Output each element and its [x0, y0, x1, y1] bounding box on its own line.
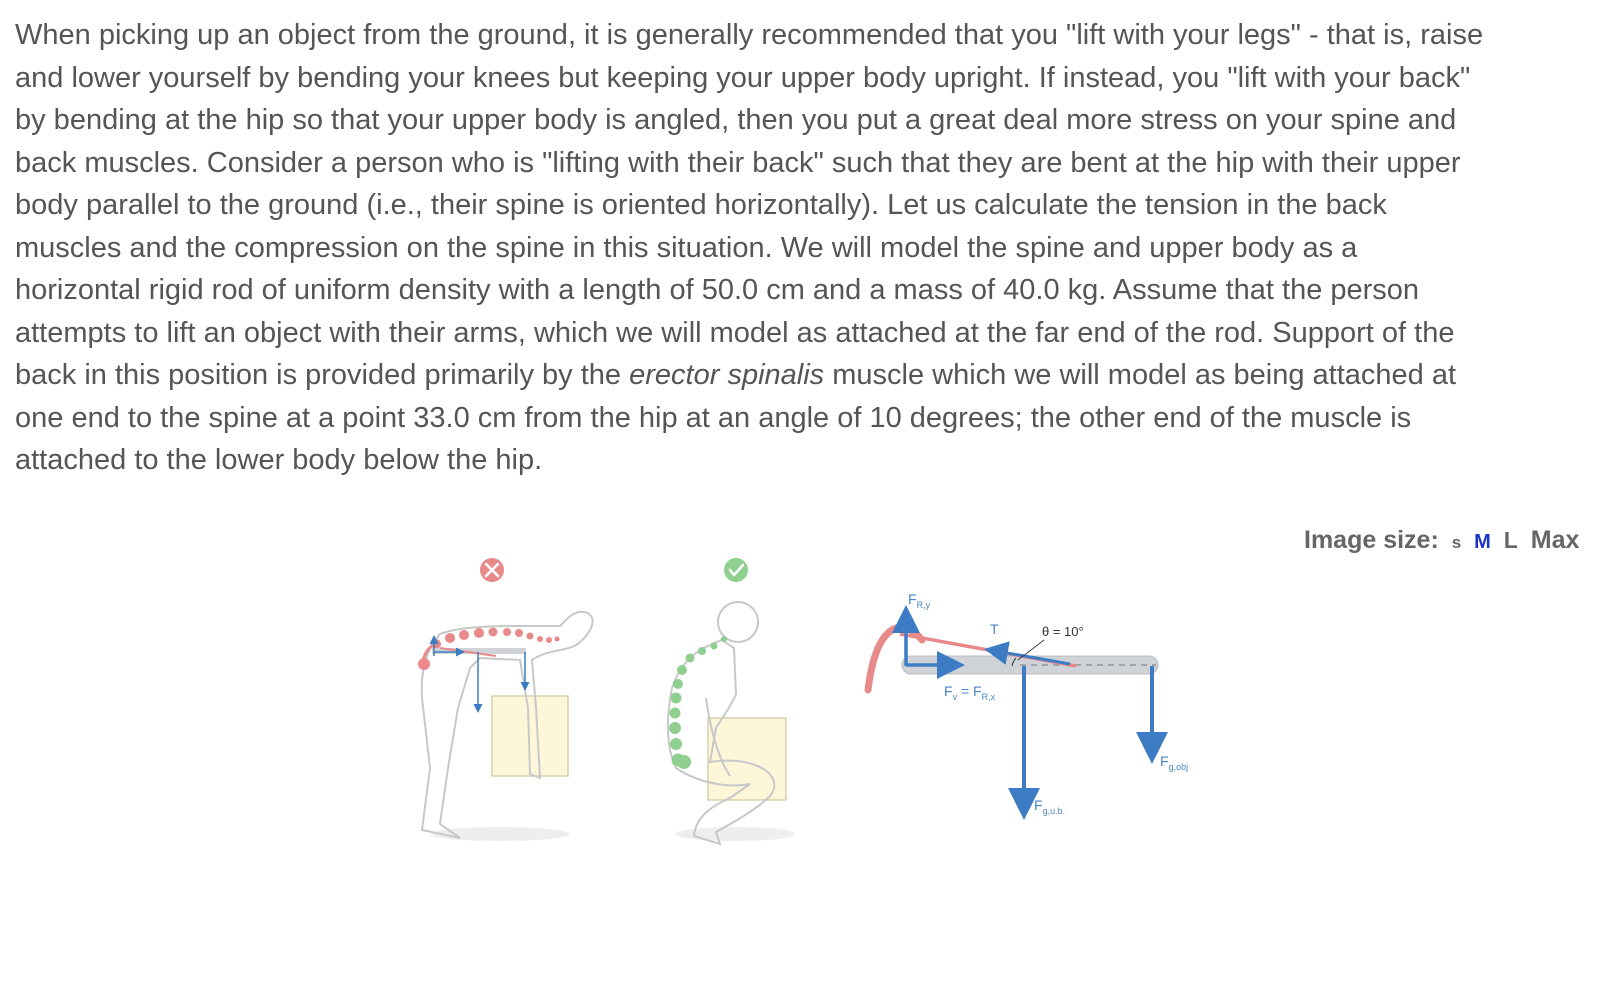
- lifting-figure: [400, 548, 1220, 858]
- image-size-medium-option[interactable]: M: [1474, 531, 1491, 553]
- fgobj-label: $F_{g,obj}$: [1160, 753, 1189, 772]
- correct-posture-panel: [668, 558, 795, 844]
- problem-line: by bending at the hip so that your upper body is angled, then you put a great deal more stress on your spine and: [15, 104, 1457, 136]
- problem-line: and lower yourself by bending your knees but keeping your upper body upright. If instead, you "lift with your back": [15, 61, 1471, 94]
- image-size-large-option[interactable]: L: [1503, 527, 1518, 553]
- theta-label: θ = 10°: [1042, 624, 1084, 639]
- lifting-diagram: [400, 548, 1220, 858]
- problem-text-segment: muscle which we will model as being attached at: [824, 359, 1457, 391]
- wrong-icon: [480, 558, 504, 582]
- problem-line: back muscles. Consider a person who is "lifting with their back" such that they are bent at the hip with their upper: [15, 146, 1461, 179]
- problem-line: horizontal rigid rod of uniform density with a length of 50.0 cm and a mass of 40.0 kg. Assume that the person: [15, 274, 1420, 306]
- image-size-label: Image size:: [1304, 526, 1439, 554]
- free-body-diagram: [868, 591, 1188, 816]
- fgub-label: $F_{g,u.b.}$: [1034, 797, 1066, 816]
- image-size-control: [1304, 526, 1579, 555]
- problem-text-segment: back in this position is provided primarily by the: [15, 359, 630, 391]
- check-icon: [724, 558, 748, 582]
- problem-line: one end to the spine at a point 33.0 cm from the hip at an angle of 10 degrees; the other end of the muscle is: [15, 401, 1412, 434]
- problem-line: When picking up an object from the ground, it is generally recommended that you "lift with your legs" - that is, raise: [15, 19, 1484, 51]
- problem-line: [15, 354, 1624, 397]
- problem-line: body parallel to the ground (i.e., their spine is oriented horizontally). Let us calculate the tension in the back: [15, 189, 1387, 221]
- problem-statement: [15, 14, 1624, 482]
- fv-label: $F_v = F_{R,x}$: [944, 683, 996, 702]
- image-size-small-option[interactable]: s: [1451, 533, 1462, 552]
- wrong-posture-panel: [418, 558, 593, 841]
- muscle-name-italic: erector spinalis: [629, 359, 825, 391]
- tension-label: T: [990, 621, 999, 637]
- fry-label: $F_{R,y}$: [908, 591, 931, 610]
- problem-line: attached to the lower body below the hip.: [15, 444, 543, 476]
- problem-line: muscles and the compression on the spine in this situation. We will model the spine and upper body as a: [15, 231, 1358, 264]
- problem-line: attempts to lift an object with their arms, which we will model as attached at the far end of the rod. Support of the: [15, 316, 1455, 349]
- image-size-max-option[interactable]: Max: [1530, 526, 1580, 554]
